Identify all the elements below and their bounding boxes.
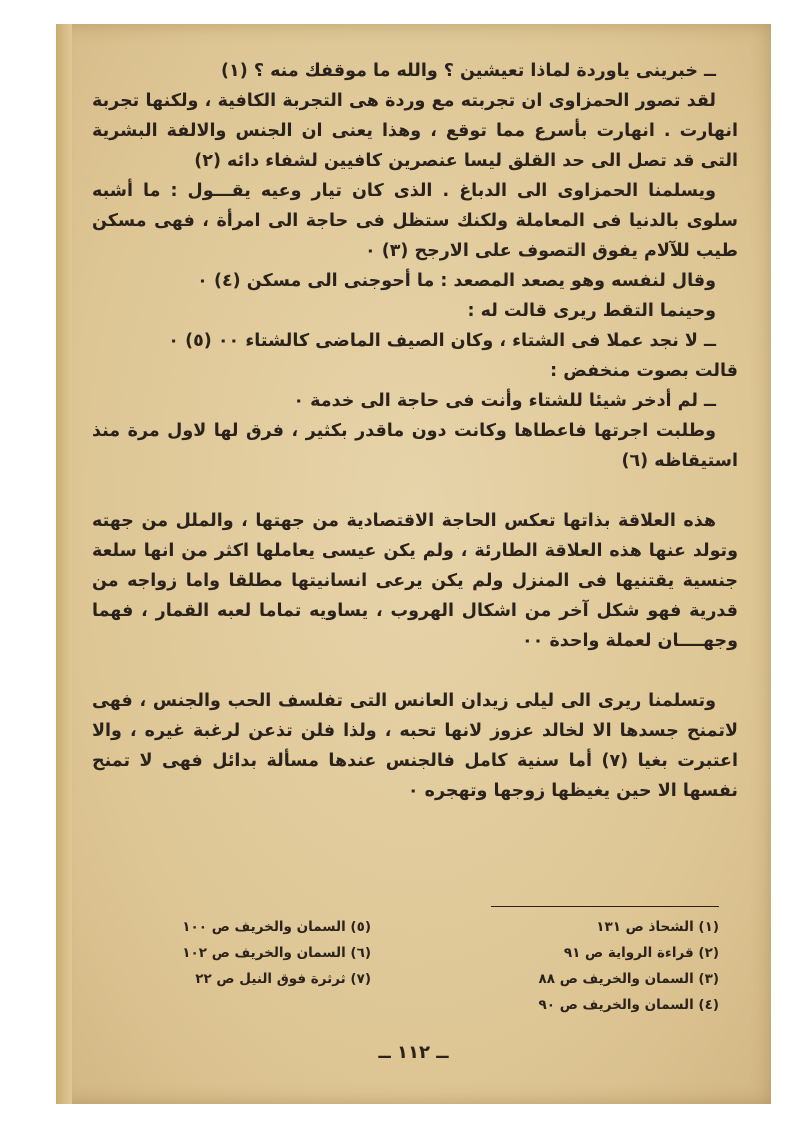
- paragraph: وقال لنفسه وهو يصعد المصعد : ما أحوجنى الى مسكن (٤) ٠: [197, 271, 716, 291]
- footnote: (١) الشحاذ ص ١٣١: [596, 919, 719, 935]
- paragraph: وطلبت اجرتها فاعطاها وكانت دون ماقدر بكثير ، فرق لها لاول مرة منذ استيقاظه (٦): [92, 421, 738, 471]
- body-text: [92, 56, 738, 806]
- page-number: ــ ١١٢ ــ: [378, 1042, 449, 1063]
- footnote: (٧) ثرثرة فوق النيل ص ٢٢: [195, 971, 371, 987]
- paragraph: ــ لا نجد عملا فى الشتاء ، وكان الصيف الماضى كالشتاء ٠٠ (٥) ٠: [168, 331, 716, 351]
- footnote-divider: [491, 906, 719, 907]
- footnote: (٣) السمان والخريف ص ٨٨: [538, 971, 719, 987]
- paragraph-gap: [92, 476, 738, 506]
- footnotes-left-column: [141, 914, 371, 992]
- footnotes-right-column: [459, 914, 719, 1018]
- paragraph: قالت بصوت منخفض :: [550, 361, 738, 381]
- paragraph-gap: [92, 656, 738, 686]
- footnote: (٢) قراءة الرواية ص ٩١: [563, 945, 719, 961]
- paragraph: وتسلمنا ريرى الى ليلى زيدان العانس التى تفلسف الحب والجنس ، فهى لاتمنح جسدها الا لخالد عزوز لانها تحبه ، ولذا فلن تذعن لرغبة غيره ، والا اعتبرت بغيا (٧) أما سنية كامل فالجنس عندها مسألة بدائل فهى لا تمنح نفسها الا حين يغيظها زوجها وتهجره ٠: [92, 691, 738, 801]
- paragraph: ــ لم أدخر شيئا للشتاء وأنت فى حاجة الى خدمة ٠: [293, 391, 716, 411]
- page-spine-shadow: [56, 24, 72, 1104]
- paragraph: هذه العلاقة بذاتها تعكس الحاجة الاقتصادية من جهتها ، والملل من جهته وتولد عنها هذه العلاقة الطارئة ، ولم يكن عيسى يعاملها اكثر من انها سلعة جنسية يقتنيها فى المنزل ولم يكن يرعى انسانيتها مطلقا واما زواجه من قدرية فهو شكل آخر من اشكال الهروب ، يساويه تماما لعبه القمار ، فهما وجهــــان لعملة واحدة ٠٠: [92, 511, 738, 651]
- paragraph: ــ خبرينى ياوردة لماذا تعيشين ؟ والله ما موقفك منه ؟ (١): [221, 61, 716, 81]
- footnote: (٥) السمان والخريف ص ١٠٠: [182, 919, 371, 935]
- footnote: (٦) السمان والخريف ص ١٠٢: [182, 945, 371, 961]
- paragraph: لقد تصور الحمزاوى ان تجربته مع وردة هى التجربة الكافية ، ولكنها تجربة انهارت . انهارت بأسرع مما توقع ، وهذا يعنى ان الجنس والالفة البشرية التى قد تصل الى حد القلق ليسا عنصرين كافيين لشفاء دائه (٢): [92, 91, 738, 171]
- footnote: (٤) السمان والخريف ص ٩٠: [538, 997, 719, 1013]
- book-page: [56, 24, 771, 1104]
- paragraph: وحينما التقط ريرى قالت له :: [467, 301, 716, 321]
- paragraph: ويسلمنا الحمزاوى الى الدباغ . الذى كان تيار وعيه يقـــول : ما أشبه سلوى بالدنيا فى المعاملة ولكنك ستظل فى حاجة الى امرأة ، فهى مسكن طيب للآلام يفوق التصوف على الارجح (٣) ٠: [92, 181, 738, 261]
